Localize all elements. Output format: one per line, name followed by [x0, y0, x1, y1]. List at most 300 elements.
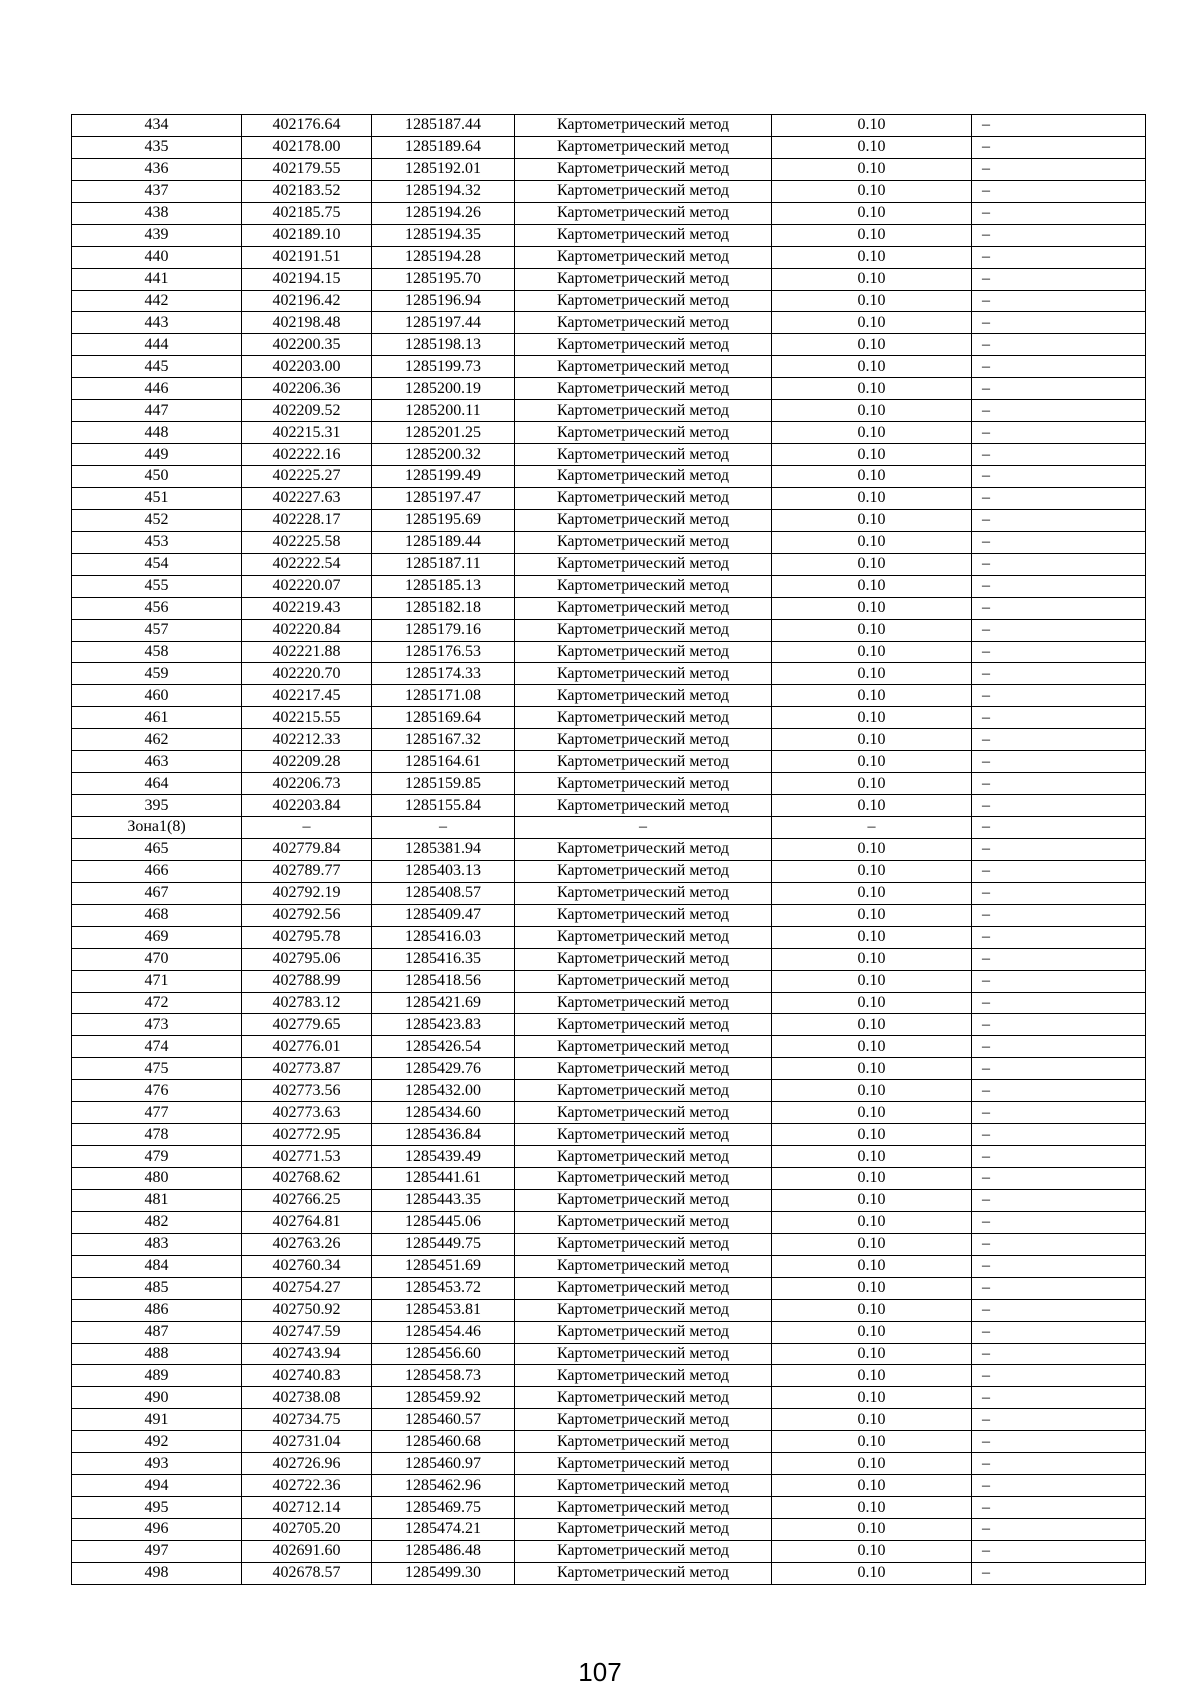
table-cell: –: [972, 1299, 1146, 1321]
table-cell: –: [972, 136, 1146, 158]
table-cell: 0.10: [772, 619, 972, 641]
table-cell: 0.10: [772, 1519, 972, 1541]
table-cell: 1285159.85: [372, 773, 515, 795]
table-cell: 1285474.21: [372, 1519, 515, 1541]
table-row: [72, 860, 1146, 882]
table-cell: –: [972, 575, 1146, 597]
table-cell: 402764.81: [242, 1211, 372, 1233]
table-cell: 480: [72, 1168, 242, 1190]
table-cell: Картометрический метод: [515, 1124, 772, 1146]
table-cell: 490: [72, 1387, 242, 1409]
table-row: [72, 1080, 1146, 1102]
page-number: 107: [578, 1657, 622, 1687]
table-cell: 1285460.97: [372, 1453, 515, 1475]
table-cell: 0.10: [772, 1277, 972, 1299]
table-cell: 402771.53: [242, 1146, 372, 1168]
table-cell: 402773.87: [242, 1058, 372, 1080]
table-row: [72, 597, 1146, 619]
table-cell: 1285409.47: [372, 904, 515, 926]
table-cell: 1285432.00: [372, 1080, 515, 1102]
table-cell: 458: [72, 641, 242, 663]
table-cell: 402222.54: [242, 553, 372, 575]
table-row: [72, 970, 1146, 992]
table-cell: 470: [72, 948, 242, 970]
table-cell: Картометрический метод: [515, 641, 772, 663]
table-cell: Картометрический метод: [515, 904, 772, 926]
table-cell: Картометрический метод: [515, 992, 772, 1014]
table-cell: 1285454.46: [372, 1321, 515, 1343]
table-cell: 1285199.73: [372, 356, 515, 378]
table-cell: 1285200.19: [372, 378, 515, 400]
table-cell: 459: [72, 663, 242, 685]
table-cell: –: [972, 1189, 1146, 1211]
table-cell: Картометрический метод: [515, 619, 772, 641]
table-cell: –: [972, 1343, 1146, 1365]
table-row: [72, 1387, 1146, 1409]
table-cell: –: [972, 619, 1146, 641]
table-cell: 402212.33: [242, 729, 372, 751]
table-cell: –: [972, 246, 1146, 268]
table-cell: 493: [72, 1453, 242, 1475]
table-cell: 1285439.49: [372, 1146, 515, 1168]
table-cell: 402194.15: [242, 268, 372, 290]
table-cell: 488: [72, 1343, 242, 1365]
table-cell: 0.10: [772, 1102, 972, 1124]
table-cell: 402773.63: [242, 1102, 372, 1124]
table-cell: 402760.34: [242, 1255, 372, 1277]
table-cell: 464: [72, 773, 242, 795]
table-cell: 0.10: [772, 1189, 972, 1211]
table-cell: –: [972, 970, 1146, 992]
table-row: [72, 290, 1146, 312]
table-cell: Картометрический метод: [515, 1036, 772, 1058]
table-cell: 438: [72, 202, 242, 224]
table-cell: 1285192.01: [372, 158, 515, 180]
table-cell: 1285174.33: [372, 663, 515, 685]
table-row: [72, 378, 1146, 400]
table-cell: –: [242, 817, 372, 839]
table-cell: –: [972, 707, 1146, 729]
table-cell: Картометрический метод: [515, 224, 772, 246]
table-row: [72, 246, 1146, 268]
table-cell: 0.10: [772, 904, 972, 926]
table-cell: Картометрический метод: [515, 1014, 772, 1036]
table-cell: Картометрический метод: [515, 1431, 772, 1453]
table-row: [72, 1321, 1146, 1343]
table-cell: 1285429.76: [372, 1058, 515, 1080]
table-cell: 481: [72, 1189, 242, 1211]
table-cell: 0.10: [772, 860, 972, 882]
table-cell: 453: [72, 531, 242, 553]
table-cell: 1285182.18: [372, 597, 515, 619]
table-cell: 451: [72, 487, 242, 509]
table-cell: 485: [72, 1277, 242, 1299]
table-cell: Картометрический метод: [515, 1146, 772, 1168]
table-cell: 1285194.32: [372, 180, 515, 202]
table-cell: 1285189.64: [372, 136, 515, 158]
table-cell: 1285416.35: [372, 948, 515, 970]
table-cell: 447: [72, 400, 242, 422]
table-cell: 0.10: [772, 531, 972, 553]
table-row: [72, 729, 1146, 751]
table-cell: 0.10: [772, 685, 972, 707]
table-cell: 402228.17: [242, 509, 372, 531]
table-cell: 460: [72, 685, 242, 707]
table-cell: 439: [72, 224, 242, 246]
table-cell: Картометрический метод: [515, 948, 772, 970]
table-cell: Картометрический метод: [515, 795, 772, 817]
table-cell: 0.10: [772, 487, 972, 509]
table-cell: 402792.56: [242, 904, 372, 926]
table-cell: 0.10: [772, 1211, 972, 1233]
table-cell: 402705.20: [242, 1519, 372, 1541]
table-cell: –: [972, 1497, 1146, 1519]
table-cell: 437: [72, 180, 242, 202]
table-row: [72, 180, 1146, 202]
table-cell: Картометрический метод: [515, 1365, 772, 1387]
table-cell: Картометрический метод: [515, 1255, 772, 1277]
table-cell: 402768.62: [242, 1168, 372, 1190]
table-cell: –: [972, 992, 1146, 1014]
table-row: [72, 268, 1146, 290]
table-cell: –: [972, 1277, 1146, 1299]
table-cell: 1285453.81: [372, 1299, 515, 1321]
table-cell: 402189.10: [242, 224, 372, 246]
table-cell: Картометрический метод: [515, 729, 772, 751]
table-cell: 498: [72, 1562, 242, 1584]
table-cell: –: [972, 1540, 1146, 1562]
table-cell: Картометрический метод: [515, 1562, 772, 1584]
table-cell: –: [972, 378, 1146, 400]
table-cell: –: [972, 224, 1146, 246]
table-cell: 395: [72, 795, 242, 817]
table-cell: 1285453.72: [372, 1277, 515, 1299]
table-cell: 402738.08: [242, 1387, 372, 1409]
table-cell: 1285381.94: [372, 838, 515, 860]
table-cell: Картометрический метод: [515, 575, 772, 597]
table-cell: 1285200.11: [372, 400, 515, 422]
table-cell: 402792.19: [242, 882, 372, 904]
table-cell: Картометрический метод: [515, 1058, 772, 1080]
table-cell: 0.10: [772, 1321, 972, 1343]
table-cell: 1285187.44: [372, 115, 515, 137]
table-row: [72, 531, 1146, 553]
table-cell: 1285155.84: [372, 795, 515, 817]
table-row: [72, 1475, 1146, 1497]
table-cell: 0.10: [772, 312, 972, 334]
table-cell: 462: [72, 729, 242, 751]
table-row: [72, 1255, 1146, 1277]
table-cell: 448: [72, 422, 242, 444]
table-cell: 472: [72, 992, 242, 1014]
table-cell: Картометрический метод: [515, 1168, 772, 1190]
table-cell: 0.10: [772, 992, 972, 1014]
table-cell: Картометрический метод: [515, 1497, 772, 1519]
table-cell: 442: [72, 290, 242, 312]
table-cell: Зона1(8): [72, 817, 242, 839]
table-cell: 0.10: [772, 751, 972, 773]
table-cell: 0.10: [772, 202, 972, 224]
table-cell: 1285451.69: [372, 1255, 515, 1277]
table-cell: Картометрический метод: [515, 378, 772, 400]
table-cell: –: [972, 948, 1146, 970]
table-cell: 402183.52: [242, 180, 372, 202]
table-cell: 0.10: [772, 1453, 972, 1475]
table-cell: Картометрический метод: [515, 136, 772, 158]
table-cell: 402225.58: [242, 531, 372, 553]
table-row: [72, 795, 1146, 817]
table-cell: –: [972, 1211, 1146, 1233]
table-cell: 491: [72, 1409, 242, 1431]
table-row: [72, 641, 1146, 663]
table-cell: 0.10: [772, 1233, 972, 1255]
table-row: [72, 1168, 1146, 1190]
table-cell: 454: [72, 553, 242, 575]
table-cell: 440: [72, 246, 242, 268]
table-cell: 402206.73: [242, 773, 372, 795]
table-row: [72, 115, 1146, 137]
table-cell: –: [972, 773, 1146, 795]
table-cell: 0.10: [772, 838, 972, 860]
table-row: [72, 1299, 1146, 1321]
table-cell: 0.10: [772, 926, 972, 948]
table-row: [72, 1431, 1146, 1453]
table-cell: 402678.57: [242, 1562, 372, 1584]
table-cell: 0.10: [772, 970, 972, 992]
table-cell: 1285197.44: [372, 312, 515, 334]
table-cell: 1285197.47: [372, 487, 515, 509]
table-cell: 402726.96: [242, 1453, 372, 1475]
table-cell: 1285445.06: [372, 1211, 515, 1233]
table-row: [72, 1540, 1146, 1562]
table-cell: 1285434.60: [372, 1102, 515, 1124]
table-cell: –: [972, 553, 1146, 575]
table-cell: 489: [72, 1365, 242, 1387]
table-cell: 1285458.73: [372, 1365, 515, 1387]
table-cell: 0.10: [772, 1562, 972, 1584]
table-cell: 402783.12: [242, 992, 372, 1014]
table-cell: –: [972, 202, 1146, 224]
table-cell: 1285164.61: [372, 751, 515, 773]
table-cell: 475: [72, 1058, 242, 1080]
table-cell: Картометрический метод: [515, 290, 772, 312]
table-cell: Картометрический метод: [515, 1211, 772, 1233]
table-cell: 476: [72, 1080, 242, 1102]
table-cell: Картометрический метод: [515, 115, 772, 137]
table-cell: 0.10: [772, 466, 972, 488]
table-cell: 1285198.13: [372, 334, 515, 356]
table-cell: Картометрический метод: [515, 1189, 772, 1211]
table-cell: 1285418.56: [372, 970, 515, 992]
table-cell: 0.10: [772, 180, 972, 202]
table-row: [72, 1365, 1146, 1387]
table-cell: 0.10: [772, 422, 972, 444]
table-cell: 402198.48: [242, 312, 372, 334]
table-cell: 1285201.25: [372, 422, 515, 444]
table-cell: Картометрический метод: [515, 860, 772, 882]
table-cell: Картометрический метод: [515, 597, 772, 619]
table-cell: 473: [72, 1014, 242, 1036]
table-cell: Картометрический метод: [515, 1321, 772, 1343]
table-cell: –: [972, 1014, 1146, 1036]
table-cell: 402176.64: [242, 115, 372, 137]
table-cell: 455: [72, 575, 242, 597]
table-cell: 477: [72, 1102, 242, 1124]
table-cell: Картометрический метод: [515, 553, 772, 575]
table-cell: 402200.35: [242, 334, 372, 356]
table-cell: 0.10: [772, 444, 972, 466]
table-cell: 0.10: [772, 1365, 972, 1387]
table-cell: 1285443.35: [372, 1189, 515, 1211]
table-cell: 1285460.68: [372, 1431, 515, 1453]
table-cell: –: [972, 1409, 1146, 1431]
table-cell: 1285421.69: [372, 992, 515, 1014]
table-cell: Картометрический метод: [515, 487, 772, 509]
table-cell: Картометрический метод: [515, 444, 772, 466]
table-cell: 402191.51: [242, 246, 372, 268]
table-cell: Картометрический метод: [515, 1475, 772, 1497]
table-cell: 402217.45: [242, 685, 372, 707]
table-row: [72, 663, 1146, 685]
table-cell: 1285462.96: [372, 1475, 515, 1497]
table-row: [72, 1102, 1146, 1124]
table-row: [72, 685, 1146, 707]
table-cell: 402209.28: [242, 751, 372, 773]
table-cell: 402209.52: [242, 400, 372, 422]
table-cell: 0.10: [772, 1497, 972, 1519]
table-cell: 402788.99: [242, 970, 372, 992]
table-cell: Картометрический метод: [515, 1080, 772, 1102]
table-cell: –: [972, 1431, 1146, 1453]
table-cell: 1285486.48: [372, 1540, 515, 1562]
table-cell: 0.10: [772, 1036, 972, 1058]
table-row: [72, 1211, 1146, 1233]
table-cell: 466: [72, 860, 242, 882]
table-cell: 0.10: [772, 1014, 972, 1036]
table-row: [72, 1058, 1146, 1080]
table-cell: 443: [72, 312, 242, 334]
table-cell: –: [972, 509, 1146, 531]
table-cell: –: [972, 882, 1146, 904]
table-cell: 487: [72, 1321, 242, 1343]
table-cell: 0.10: [772, 246, 972, 268]
table-cell: 467: [72, 882, 242, 904]
table-cell: 0.10: [772, 334, 972, 356]
table-cell: 483: [72, 1233, 242, 1255]
table-cell: 434: [72, 115, 242, 137]
table-cell: –: [972, 466, 1146, 488]
table-cell: 457: [72, 619, 242, 641]
table-cell: 0.10: [772, 729, 972, 751]
table-row: [72, 136, 1146, 158]
table-cell: Картометрический метод: [515, 1343, 772, 1365]
table-cell: –: [972, 904, 1146, 926]
table-cell: 482: [72, 1211, 242, 1233]
table-cell: 446: [72, 378, 242, 400]
table-cell: 1285167.32: [372, 729, 515, 751]
table-row: [72, 992, 1146, 1014]
table-row: [72, 1036, 1146, 1058]
table-cell: Картометрический метод: [515, 926, 772, 948]
table-row: [72, 509, 1146, 531]
table-cell: 478: [72, 1124, 242, 1146]
table-cell: 402763.26: [242, 1233, 372, 1255]
table-cell: 0.10: [772, 158, 972, 180]
table-row: [72, 224, 1146, 246]
table-cell: 402779.84: [242, 838, 372, 860]
table-cell: 1285200.32: [372, 444, 515, 466]
table-cell: 402747.59: [242, 1321, 372, 1343]
table-cell: –: [972, 531, 1146, 553]
table-cell: 402220.84: [242, 619, 372, 641]
table-cell: –: [972, 685, 1146, 707]
table-cell: –: [972, 926, 1146, 948]
table-cell: –: [972, 838, 1146, 860]
table-cell: 0.10: [772, 378, 972, 400]
table-cell: 402795.06: [242, 948, 372, 970]
table-cell: 0.10: [772, 948, 972, 970]
table-cell: 0.10: [772, 1540, 972, 1562]
table-cell: Картометрический метод: [515, 246, 772, 268]
table-cell: 0.10: [772, 224, 972, 246]
table-row: [72, 773, 1146, 795]
table-cell: Картометрический метод: [515, 1519, 772, 1541]
table-cell: Картометрический метод: [515, 1453, 772, 1475]
table-cell: –: [972, 1562, 1146, 1584]
table-cell: 402743.94: [242, 1343, 372, 1365]
table-cell: –: [972, 268, 1146, 290]
table-cell: Картометрический метод: [515, 1409, 772, 1431]
table-row: [72, 356, 1146, 378]
table-row: [72, 1409, 1146, 1431]
table-cell: 402206.36: [242, 378, 372, 400]
table-cell: Картометрический метод: [515, 400, 772, 422]
table-cell: 402734.75: [242, 1409, 372, 1431]
table-cell: –: [972, 751, 1146, 773]
table-cell: Картометрический метод: [515, 466, 772, 488]
table-row: [72, 707, 1146, 729]
table-cell: 402222.16: [242, 444, 372, 466]
table-cell: –: [972, 1146, 1146, 1168]
table-cell: 0.10: [772, 1409, 972, 1431]
table-row: [72, 400, 1146, 422]
table-row: [72, 553, 1146, 575]
table-cell: 402227.63: [242, 487, 372, 509]
table-cell: 0.10: [772, 1343, 972, 1365]
table-body: [72, 115, 1146, 1585]
table-cell: –: [972, 158, 1146, 180]
table-cell: 0.10: [772, 1255, 972, 1277]
table-row: [72, 202, 1146, 224]
table-cell: 1285408.57: [372, 882, 515, 904]
table-cell: 497: [72, 1540, 242, 1562]
table-cell: 474: [72, 1036, 242, 1058]
table-cell: –: [972, 115, 1146, 137]
table-cell: –: [972, 487, 1146, 509]
table-cell: 1285179.16: [372, 619, 515, 641]
table-cell: 1285456.60: [372, 1343, 515, 1365]
table-cell: 436: [72, 158, 242, 180]
table-cell: 402203.00: [242, 356, 372, 378]
table-cell: –: [972, 795, 1146, 817]
table-cell: 1285460.57: [372, 1409, 515, 1431]
table-cell: 402789.77: [242, 860, 372, 882]
table-row: [72, 751, 1146, 773]
table-cell: –: [515, 817, 772, 839]
table-cell: –: [972, 1168, 1146, 1190]
table-cell: 402215.55: [242, 707, 372, 729]
table-row: [72, 882, 1146, 904]
